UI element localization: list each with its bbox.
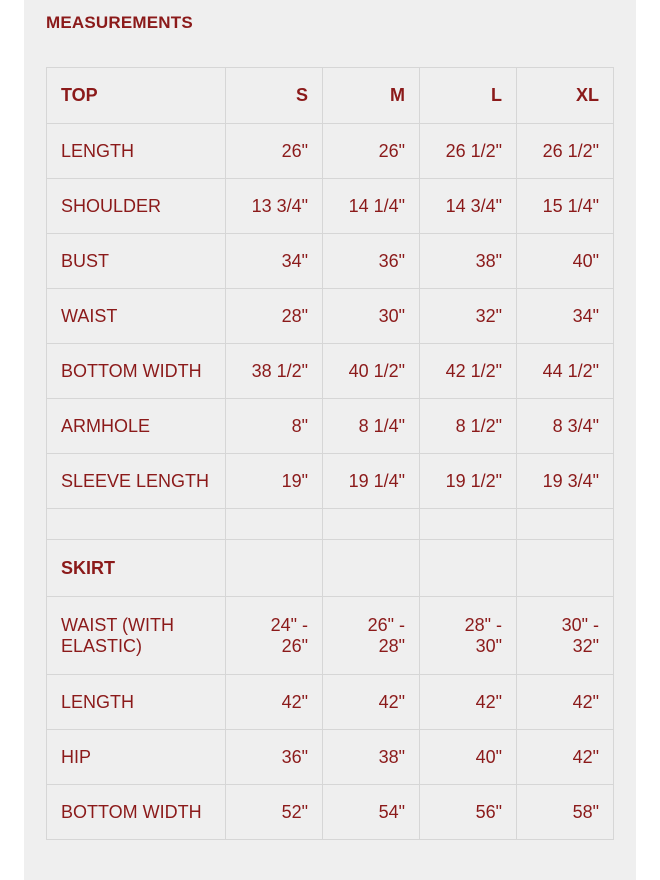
- cell-l: 28" - 30": [420, 597, 517, 675]
- size-header-s: S: [226, 68, 323, 124]
- skirt-header-row: [47, 540, 614, 597]
- empty-cell: [420, 509, 517, 540]
- cell-xl: 40": [517, 234, 614, 289]
- table-row: [47, 454, 614, 509]
- cell-l: 14 3/4": [420, 179, 517, 234]
- cell-m: 14 1/4": [323, 179, 420, 234]
- table-row: [47, 399, 614, 454]
- cell-xl: 8 3/4": [517, 399, 614, 454]
- cell-xl: 34": [517, 289, 614, 344]
- cell-s: 8": [226, 399, 323, 454]
- cell-s: 34": [226, 234, 323, 289]
- cell-l: 26 1/2": [420, 124, 517, 179]
- size-chart-table: [46, 67, 614, 840]
- cell-m: 26": [323, 124, 420, 179]
- cell-m: 36": [323, 234, 420, 289]
- cell-l: 42 1/2": [420, 344, 517, 399]
- cell-xl: 19 3/4": [517, 454, 614, 509]
- row-label: LENGTH: [47, 675, 226, 730]
- empty-cell: [420, 540, 517, 597]
- cell-m: 42": [323, 675, 420, 730]
- cell-m: 19 1/4": [323, 454, 420, 509]
- table-row: [47, 730, 614, 785]
- empty-cell: [323, 509, 420, 540]
- table-row: [47, 675, 614, 730]
- row-label: BOTTOM WIDTH: [47, 344, 226, 399]
- cell-s: 42": [226, 675, 323, 730]
- cell-s: 38 1/2": [226, 344, 323, 399]
- spacer-row: [47, 509, 614, 540]
- cell-s: 26": [226, 124, 323, 179]
- cell-xl: 15 1/4": [517, 179, 614, 234]
- page-title: MEASUREMENTS: [46, 13, 193, 32]
- row-label: WAIST (WITH ELASTIC): [47, 597, 226, 675]
- cell-s: 24" - 26": [226, 597, 323, 675]
- row-label: HIP: [47, 730, 226, 785]
- cell-xl: 42": [517, 730, 614, 785]
- table-row: [47, 124, 614, 179]
- cell-m: 8 1/4": [323, 399, 420, 454]
- size-header-xl: XL: [517, 68, 614, 124]
- table-row: [47, 785, 614, 840]
- table-row: [47, 179, 614, 234]
- empty-cell: [226, 540, 323, 597]
- section-label-skirt: SKIRT: [47, 540, 226, 597]
- size-header-l: L: [420, 68, 517, 124]
- cell-xl: 30" - 32": [517, 597, 614, 675]
- row-label: BUST: [47, 234, 226, 289]
- cell-xl: 26 1/2": [517, 124, 614, 179]
- cell-l: 19 1/2": [420, 454, 517, 509]
- empty-cell: [226, 509, 323, 540]
- cell-m: 40 1/2": [323, 344, 420, 399]
- cell-m: 54": [323, 785, 420, 840]
- top-header-row: [47, 68, 614, 124]
- cell-l: 56": [420, 785, 517, 840]
- cell-s: 52": [226, 785, 323, 840]
- empty-cell: [517, 509, 614, 540]
- cell-s: 36": [226, 730, 323, 785]
- row-label: SHOULDER: [47, 179, 226, 234]
- cell-l: 42": [420, 675, 517, 730]
- cell-xl: 58": [517, 785, 614, 840]
- cell-xl: 42": [517, 675, 614, 730]
- row-label: BOTTOM WIDTH: [47, 785, 226, 840]
- cell-s: 19": [226, 454, 323, 509]
- cell-l: 32": [420, 289, 517, 344]
- cell-l: 40": [420, 730, 517, 785]
- row-label: LENGTH: [47, 124, 226, 179]
- table-row: [47, 597, 614, 675]
- cell-s: 28": [226, 289, 323, 344]
- empty-cell: [47, 509, 226, 540]
- cell-l: 8 1/2": [420, 399, 517, 454]
- table-row: [47, 289, 614, 344]
- table-row: [47, 344, 614, 399]
- empty-cell: [517, 540, 614, 597]
- cell-m: 30": [323, 289, 420, 344]
- table-row: [47, 234, 614, 289]
- row-label: SLEEVE LENGTH: [47, 454, 226, 509]
- cell-xl: 44 1/2": [517, 344, 614, 399]
- cell-s: 13 3/4": [226, 179, 323, 234]
- cell-m: 38": [323, 730, 420, 785]
- cell-l: 38": [420, 234, 517, 289]
- size-header-m: M: [323, 68, 420, 124]
- empty-cell: [323, 540, 420, 597]
- row-label: WAIST: [47, 289, 226, 344]
- section-label-top: TOP: [47, 68, 226, 124]
- row-label: ARMHOLE: [47, 399, 226, 454]
- cell-m: 26" - 28": [323, 597, 420, 675]
